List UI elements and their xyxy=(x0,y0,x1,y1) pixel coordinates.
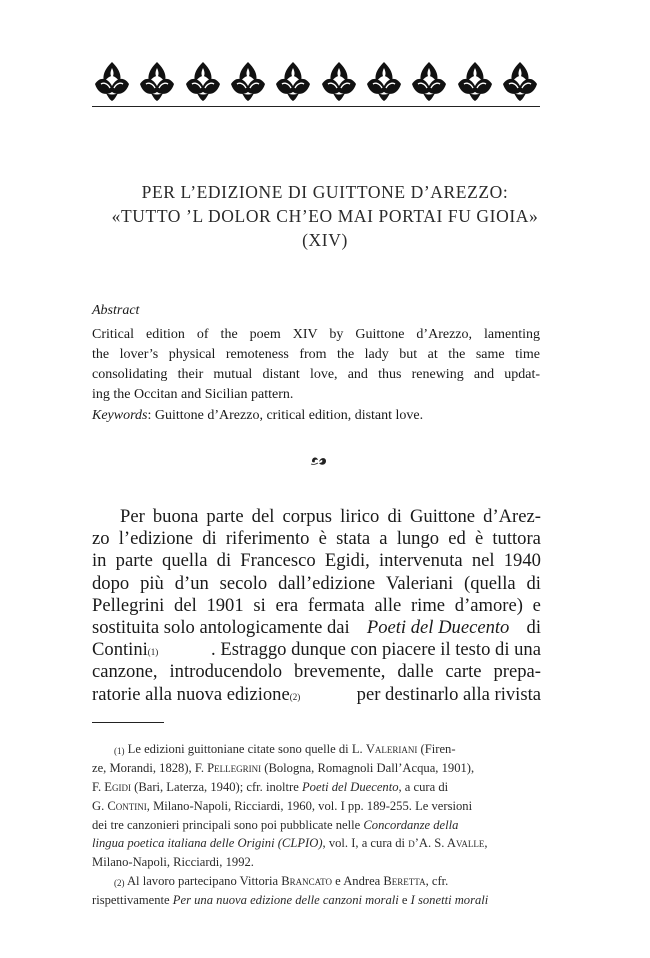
cited-title: lingua poetica italiana delle Origini (CLPIO) xyxy=(92,836,323,851)
footnote-line xyxy=(92,759,541,778)
ornament-row xyxy=(92,58,540,102)
lotus-ornament-icon xyxy=(409,60,449,102)
lotus-ornament-icon xyxy=(137,60,177,102)
keywords-label: Keywords xyxy=(92,408,148,423)
body-line: canzone, introducendolo brevemente, dalle carte prepa- xyxy=(92,661,541,683)
footnote-text: G. xyxy=(92,798,108,813)
lotus-ornament-icon xyxy=(364,60,404,102)
cited-title: Poeti del Duecento xyxy=(366,616,510,638)
footnote-text: e Andrea xyxy=(332,874,384,889)
header-rule xyxy=(92,106,540,107)
footnote-text: ze, Morandi, 1828), F. xyxy=(92,760,208,775)
cited-title: I sonetti morali xyxy=(410,893,489,908)
cited-title: Per una nuova edizione delle canzoni morali xyxy=(172,893,399,908)
title-line-1: PER L’EDIZIONE DI GUITTONE D’AREZZO: xyxy=(141,182,509,202)
body-text-segment: . Estraggo dunque con piacere il testo di una xyxy=(211,639,541,661)
body-text-segment: ratorie alla nuova edizione xyxy=(92,683,290,705)
footnote-text: , a cura di xyxy=(398,779,449,794)
footnote-line xyxy=(92,891,541,910)
body-line: in parte quella di Francesco Egidi, intervenuta nel 1940 xyxy=(92,550,541,572)
title-line-3: (XIV) xyxy=(302,230,348,250)
abstract-line: Critical edition of the poem XIV by Guittone d’Arezzo, lamenting xyxy=(92,327,540,342)
article-title xyxy=(60,180,590,252)
footnote-text: , Milano-Napoli, Ricciardi, 1960, vol. I pp. 189-255. Le versioni xyxy=(146,798,473,813)
abstract-line: consolidating their mutual distant love, and thus renewing and updat- xyxy=(92,367,540,382)
footnote-text: (Bari, Laterza, 1940); cfr. inoltre xyxy=(130,779,302,794)
footnote-rule xyxy=(92,722,164,723)
author-name: Beretta xyxy=(383,874,426,889)
lotus-ornament-icon xyxy=(183,60,223,102)
footnote-text: (Bologna, Romagnoli Dall’Acqua, 1901), xyxy=(261,760,475,775)
abstract-text xyxy=(92,325,540,405)
footnote-text: rispettivamente xyxy=(92,893,173,908)
footnote-text: , xyxy=(484,836,488,851)
body-line: Pellegrini del 1901 si era fermata alle rime d’amore) e xyxy=(92,594,541,616)
fleuron-icon xyxy=(310,454,328,468)
footnote-text: e xyxy=(398,893,411,908)
footnote-line xyxy=(92,853,541,872)
footnote-text: Le edizioni guittoniane citate sono quelle di L. xyxy=(124,742,366,756)
lotus-ornament-icon xyxy=(500,60,540,102)
body-text-segment: Contini xyxy=(92,639,148,661)
author-name: Valeriani xyxy=(365,742,418,756)
keywords xyxy=(92,406,540,426)
body-paragraph xyxy=(92,506,541,706)
footnote-text: Milano-Napoli, Ricciardi, 1992. xyxy=(92,855,254,870)
footnote-line xyxy=(92,816,541,835)
footnote-text: (Firen- xyxy=(417,742,456,756)
cited-title: Poeti del Duecento xyxy=(301,779,399,794)
body-text-segment: di xyxy=(526,616,541,638)
body-line xyxy=(92,617,541,639)
footnote-line xyxy=(92,740,541,759)
body-text-segment: per destinarlo alla rivista xyxy=(356,683,541,705)
author-name: Pellegrini xyxy=(207,760,262,775)
body-text-segment: sostituita solo antologicamente dai xyxy=(92,616,350,638)
cited-title: Concordanze della xyxy=(363,817,459,832)
footnote-text: F. xyxy=(92,779,105,794)
abstract-line: the lover’s physical remoteness from the lady but at the same time xyxy=(92,347,540,362)
abstract-line: ing the Occitan and Sicilian pattern. xyxy=(92,387,294,402)
title-line-2: «TUTTO ’L DOLOR CH’EO MAI PORTAI FU GIOIA» xyxy=(111,206,539,226)
keywords-text: : Guittone d’Arezzo, critical edition, distant love. xyxy=(147,408,424,423)
body-line: Per buona parte del corpus lirico di Guittone d’Arez- xyxy=(120,506,541,527)
footnote-text: Al lavoro partecipano Vittoria xyxy=(124,874,282,889)
lotus-ornament-icon xyxy=(92,60,132,102)
author-name: d’A. S. Avalle xyxy=(408,836,485,851)
lotus-ornament-icon xyxy=(273,60,313,102)
footnotes xyxy=(92,740,541,910)
footnote-ref[interactable]: (2) xyxy=(289,691,301,702)
author-name: Brancato xyxy=(281,874,332,889)
body-line xyxy=(92,639,541,661)
footnote-line xyxy=(92,872,541,891)
footnote-text: , cfr. xyxy=(425,874,449,889)
author-name: Contini xyxy=(107,798,147,813)
footnote-ref[interactable]: (1) xyxy=(147,647,159,658)
body-line xyxy=(92,684,541,706)
footnote-text: , vol. I, a cura di xyxy=(322,836,409,851)
footnote-line xyxy=(92,797,541,816)
lotus-ornament-icon xyxy=(455,60,495,102)
abstract-label: Abstract xyxy=(92,303,140,318)
lotus-ornament-icon xyxy=(319,60,359,102)
footnote-marker: (1) xyxy=(114,746,125,756)
author-name: Egidi xyxy=(104,779,131,794)
body-line: dopo più d’un secolo dall’edizione Valeriani (quella di xyxy=(92,572,541,594)
footnote-text: dei tre canzonieri principali sono poi pubblicate nelle xyxy=(92,817,364,832)
body-line: zo l’edizione di riferimento è stata a lungo ed è tuttora xyxy=(92,528,541,550)
footnote-line xyxy=(92,834,541,853)
footnote-marker: (2) xyxy=(114,878,125,889)
lotus-ornament-icon xyxy=(228,60,268,102)
footnote-line xyxy=(92,778,541,797)
